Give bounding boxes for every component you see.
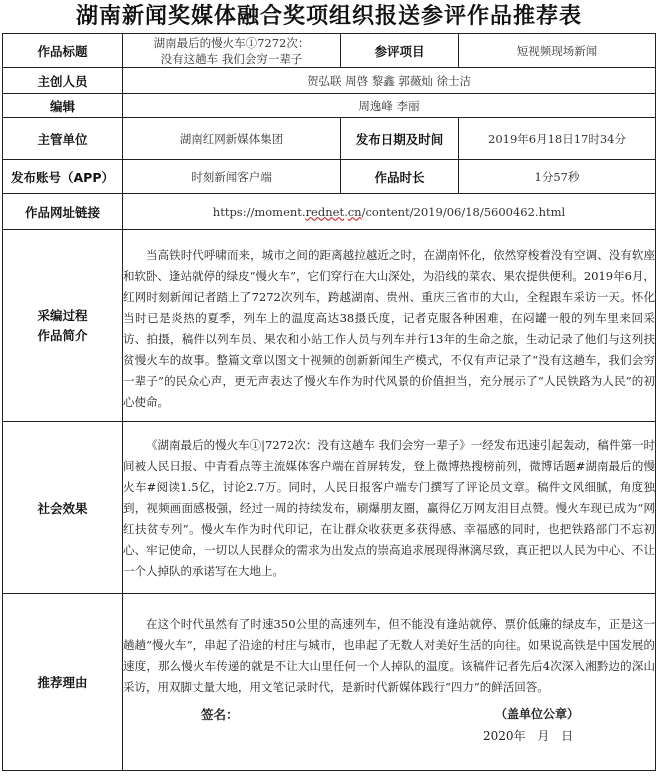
url-suffix: /content/2019/06/18/5600462.html [361, 204, 566, 219]
summary-text: 当高铁时代呼啸而来，城市之间的距离越拉越近之时，在湖南怀化，依然穿梭着没有空调、没有软座和软卧、逢站就停的绿皮“慢火车”，它们穿行在大山深处，为沿线的菜农、果农提供便利。2019年6月，红网时刻新闻记者踏上了7272次列车，跨越湖南、贵州、重庆三省市的大山，全程跟车采访一天。怀化当时已是炎热的夏季，列车上的温度高达38摄氏度，记者克服各种困难，在闷罐一般的列车里来回采访、拍摄，稿件以列车员、果农和小站工作人员与列车并行13年的生命之旅，生动记录了他们与这列扶贫慢火车的故事。整篇文章以图文十视频的创新新闻生产模式，不仅有声记录了“没有这趟车，我们会穷一辈子”的民众心声，更无声表达了慢火车作为时代风景的价值担当，充分展示了“人民铁路为人民”的初心使命。 [123, 247, 655, 409]
row-organization [3, 118, 656, 160]
row-url [3, 194, 656, 230]
signature-area [123, 698, 655, 758]
work-url-link[interactable] [123, 194, 656, 230]
row-effect [3, 422, 656, 594]
summary-label-line-1: 采编过程 [37, 307, 88, 323]
creators-value: 贺弘联 周啓 黎鑫 郭薇灿 徐士洁 [123, 68, 656, 94]
row-account [3, 160, 656, 194]
category-label: 参评项目 [341, 34, 459, 68]
reason-cell [123, 594, 656, 771]
reason-text: 在这个时代虽然有了时速350公里的高速列车，但不能没有逢站就停、票价低廉的绿皮车，正是这一趟趟“慢火车”，串起了沿途的村庄与城市，也串起了无数人对美好生活的向往。如果说高铁是中国发展的速度，那么慢火车传递的就是不让大山里任何一个人掉队的温度。该稿件记者先后4次深入湘黔边的深山采访，用双脚丈量大地，用文笔记录时代，是新时代新媒体践行“四力”的鲜活回答。 [123, 617, 655, 694]
org-label: 主管单位 [3, 118, 123, 160]
row-editor [3, 94, 656, 118]
signature-label: 签名： [201, 707, 239, 722]
editor-value: 周逸峰 李丽 [123, 94, 656, 118]
seal-label: （盖单位公章） [495, 707, 580, 721]
work-title-label: 作品标题 [3, 34, 123, 68]
url-cn: cn [347, 204, 362, 219]
org-value: 湖南红网新媒体集团 [123, 118, 341, 160]
creators-label: 主创人员 [3, 68, 123, 94]
row-work-title [3, 34, 656, 68]
effect-text: 《湖南最后的慢火车①|7272次：没有这趟车 我们会穷一辈子》一经发布迅速引起轰动，稿件第一时间被人民日报、中青看点等主流媒体客户端在首屏转发，登上微博热搜榜前列，微博话题#湖南最后的慢火车#阅读1.5亿，讨论2.7万。同时，人民日报客户端专门撰写了评论员文章。稿件文风细腻，角度独到，视频画面感极强，经过一周的持续发布，刷爆朋友圈，赢得亿万网友泪目点赞。慢火车现已成为“网红扶贫专列”。慢火车作为时代印记，在让群众收获更多获得感、幸福感的同时，也把铁路部门不忘初心、牢记使命，一切以人民群众的需求为出发点的崇高追求展现得淋漓尽致，真正把以人民为中心、不让一个人掉队的承诺写在大地上。 [123, 438, 655, 578]
document-title: 湖南新闻奖媒体融合奖项组织报送参评作品推荐表 [75, 4, 582, 29]
recommendation-form [2, 33, 656, 771]
work-title-value [123, 34, 341, 68]
url-prefix: https://moment. [212, 204, 306, 219]
summary-label [3, 230, 123, 422]
pubdate-value: 2019年6月18日17时34分 [459, 118, 656, 160]
row-summary [3, 230, 656, 422]
account-label: 发布账号（APP） [3, 160, 123, 194]
work-title-line-1: 湖南最后的慢火车①7272次： [153, 35, 310, 50]
summary-label-line-2: 作品简介 [37, 327, 88, 343]
work-title-line-2: 没有这趟车 我们会穷一辈子 [160, 51, 303, 66]
account-value: 时刻新闻客户端 [123, 160, 341, 194]
category-value: 短视频现场新闻 [459, 34, 656, 68]
url-label: 作品网址链接 [3, 194, 123, 230]
reason-label: 推荐理由 [3, 594, 123, 771]
sign-date: 2020年 月 日 [483, 729, 574, 743]
row-creators [3, 68, 656, 94]
editor-label: 编辑 [3, 94, 123, 118]
effect-text-cell [123, 422, 656, 594]
url-domain: rednet [305, 204, 345, 219]
effect-label: 社会效果 [3, 422, 123, 594]
duration-value: 1分57秒 [459, 160, 656, 194]
url-mid: . [344, 204, 348, 219]
duration-label: 作品时长 [341, 160, 459, 194]
summary-text-cell [123, 230, 656, 422]
row-reason [3, 594, 656, 771]
pubdate-label: 发布日期及时间 [341, 118, 459, 160]
